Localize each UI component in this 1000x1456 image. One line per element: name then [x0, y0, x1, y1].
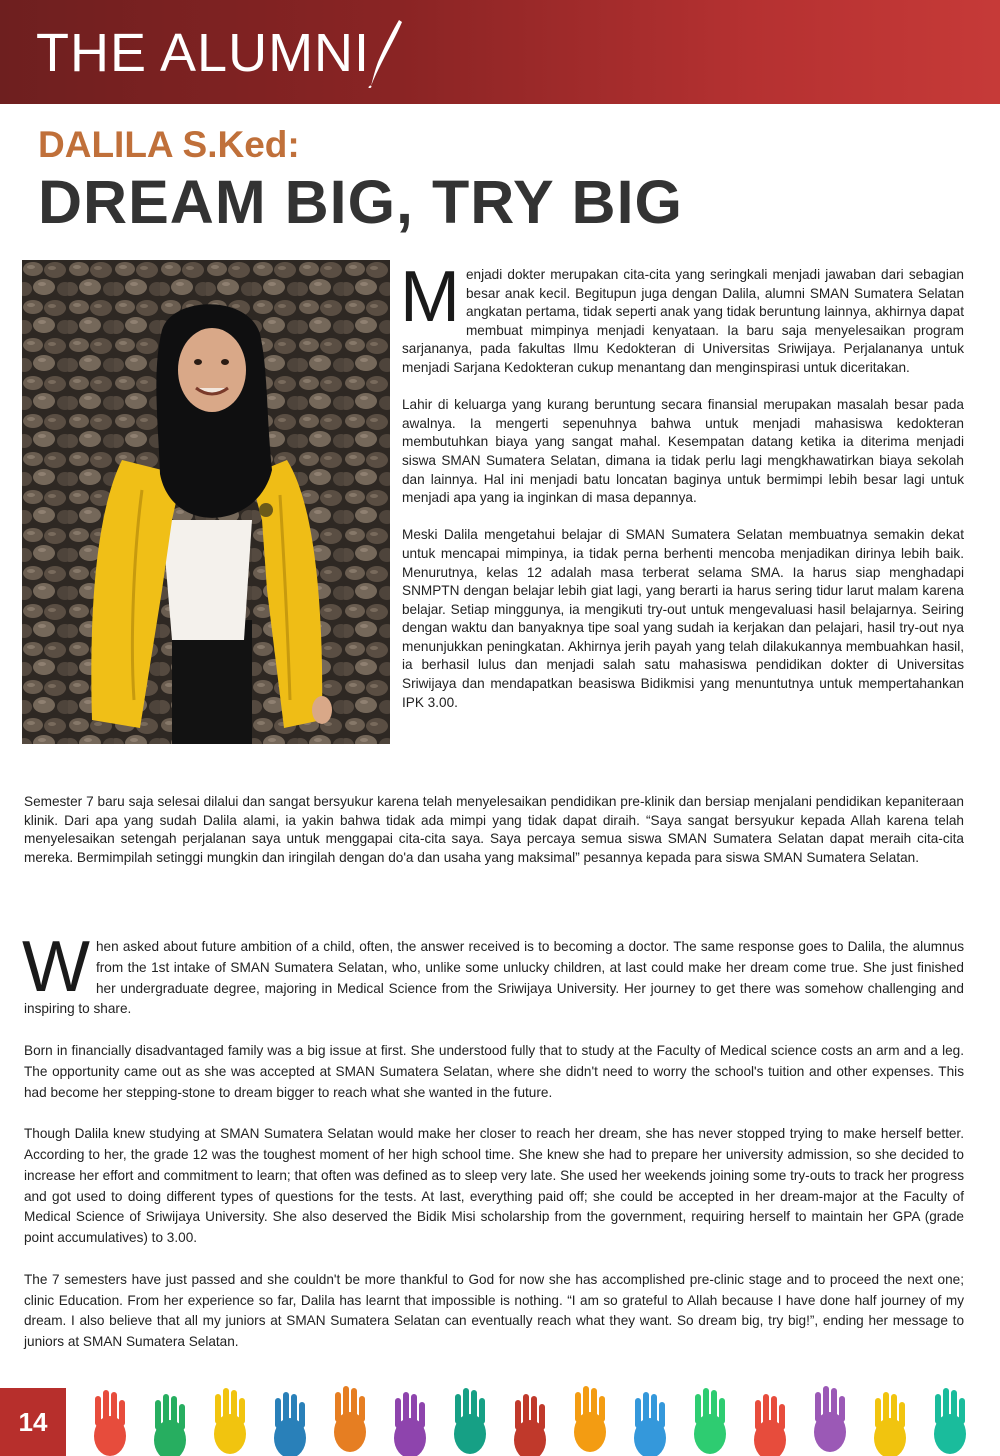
- quill-pen-icon: [366, 18, 406, 88]
- article-headline: DREAM BIG, TRY BIG: [38, 168, 683, 236]
- section-title: THE ALUMNI: [36, 23, 371, 83]
- dropcap-m: M: [400, 257, 460, 337]
- english-paragraph-1-text: hen asked about future ambition of a child, often, the answer received is to becoming a doctor. The same response goes to Dalila, the alumnus from the 1st intake of SMAN Sumatera Selatan, who, unlike some unlucky children, at last could make her dream come true. She just finished her undergraduate degree, majoring in Medical Science from the Sriwijaya University. Her journey to get there was somehow challenging and inspiring to share.: [24, 939, 964, 1017]
- english-text: [22, 927, 964, 1372]
- page-number: 14: [0, 1388, 66, 1456]
- dropcap-w: W: [22, 927, 90, 1007]
- english-paragraph-1: [22, 927, 964, 1020]
- indonesian-paragraph-4: Semester 7 baru saja selesai dilalui dan sangat bersyukur karena telah menyelesaikan pendidikan pre-klinik dan bersiap menjalani pendidikan kepaniteraan klinik. Dari apa yang sudah Dalila alami, ia yakin bahwa tidak ada mimpi yang tidak dapat diraih. “Saya sangat bersyukur kepada Allah karena telah menyelesaikan setengah perjalanan saya untuk menggapai cita-cita saya. Saya percaya semua siswa SMAN Sumatera Selatan dapat meraih cita-cita mereka. Bermimpilah setinggi mungkin dan iringilah dengan do'a dan usaha yang maksimal” pesannya kepada para siswa SMAN Sumatera Selatan.: [24, 794, 964, 865]
- indonesian-paragraph-1-text: enjadi dokter merupakan cita-cita yang seringkali menjadi jawaban dari sebagian besar anak kecil. Begitupun juga dengan Dalila, alumni SMAN Sumatera Selatan angkatan pertama, tidak seperti anak yang tidak beruntung lainnya, akhirnya dapat membuat mimpinya menjadi kenyataan. Ia baru saja menyelesaikan program sarjananya, pada fakultas Ilmu Kedokteran di Universitas Sriwijaya. Perjalananya untuk menjadi Sarjana Kedokteran cukup menantang dan menginspirasi untuk diceritakan.: [402, 267, 964, 375]
- english-paragraph-3: Though Dalila knew studying at SMAN Sumatera Selatan would make her closer to reach her dream, she has never stopped trying to make herself better. According to her, the grade 12 was the toughest moment of her high school time. She knew she had to prepare her university admission, so she decided to increase her effort and commitment to learn; that often was defined as to sleep very late. She used her weekends joining some try-outs to track her progress and got used to doing different types of questions for the tests. At last, everything paid off; she could be accepted in her dream-major at the Faculty of Medical Science of Sriwijaya University. She also deserved the Bidik Misi scholarship from the government, requiring herself to maintain her GPA (grade point accumulatives) to 3.00.: [24, 1126, 964, 1246]
- english-paragraph-4: The 7 semesters have just passed and she couldn't be more thankful to God for now she has accomplished pre-clinic stage and to proceed the next one; clinic Education. From her experience so far, Dalila has learnt that impossible is nothing. “I am so grateful to Allah because I have done half journey of my dream. I also believe that all my juniors at SMAN Sumatera Selatan can eventually reach what they want. So dream big, try big!”, ending her message to juniors at SMAN Sumatera Selatan.: [24, 1271, 964, 1350]
- handprint-icons: [94, 1386, 966, 1456]
- article-subtitle: DALILA S.Ked:: [38, 124, 300, 165]
- indonesian-text-upper: [400, 257, 964, 731]
- english-paragraph-2: Born in financially disadvantaged family was a big issue at first. She understood fully that to study at the Faculty of Medical science costs an arm and a leg. The opportunity came out as she was accepted at SMAN Sumatera Selatan, where she didn't need to worry the school's tuition and other expenses. This had become her stepping-stone to dream bigger to reach what she wanted in the future.: [24, 1042, 964, 1100]
- indonesian-text-lower: [24, 793, 964, 886]
- section-banner: [0, 0, 1000, 104]
- alumna-photo-illustration: [22, 260, 390, 744]
- indonesian-paragraph-2: Lahir di keluarga yang kurang beruntung secara finansial merupakan masalah besar pada awalnya. Ia mengerti sepenuhnya bahwa untuk menjadi mahasiswa kedokteran membutuhkan biaya yang sangat mahal. Kesempatan datang ketika ia diterima menjadi siswa SMAN Sumatera Selatan, dimana ia tidak perlu lagi mengkhawatirkan biaya sekolah dan lainnya. Hal ini menjadi batu loncatan baginya untuk bermimpi lebih besar lagi untuk menjadi apa yang ia inginkan di masa depannya.: [402, 397, 964, 506]
- alumna-photo: [22, 260, 390, 744]
- indonesian-paragraph-3: Meski Dalila mengetahui belajar di SMAN Sumatera Selatan membuatnya semakin dekat untuk mencapai mimpinya, ia tidak perna berhenti mencoba menjadikan dirinya lebih baik. Menurutnya, kelas 12 adalah masa terberat selama SMA. Ia harus siap menghadapi SNMPTN dengan belajar lebih giat lagi, yang berarti ia harus sering tidur larut malam karena belajar. Setiap minggunya, ia mengikuti try-out untuk mengevaluasi hasil belajarnya. Seiring dengan waktu dan banyaknya tipe soal yang sudah ia kerjakan dan pelajari, hasil try-out nya menunjukkan peningkatan. Akhirnya jerih payah yang telah dilakukannya membuahkan hasil, ia berhasil lulus dan menjadi salah satu mahasiswa pendidikan dokter di Universitas Sriwijaya dan mendapatkan beasiswa Bidikmisi yang menuntutnya untuk mempertahankan IPK 3.00.: [402, 527, 964, 710]
- indonesian-paragraph-1: [400, 257, 964, 378]
- handprints-decoration: [0, 1376, 1000, 1456]
